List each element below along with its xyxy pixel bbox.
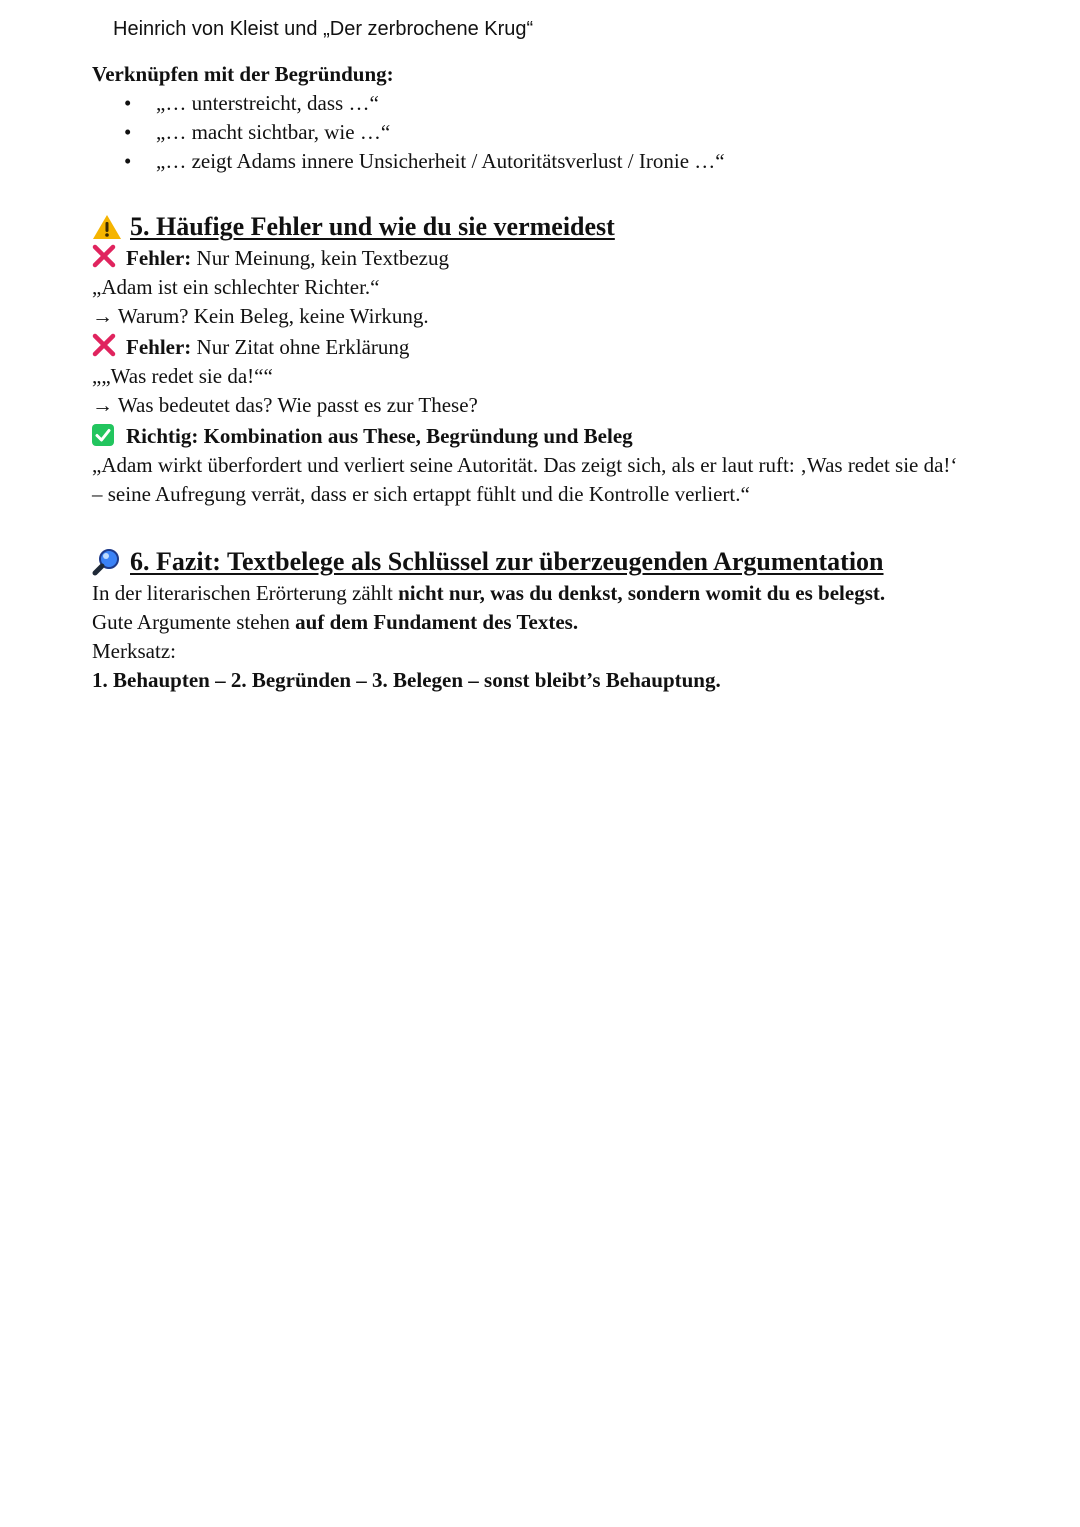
merksatz: 1. Behaupten – 2. Begründen – 3. Belegen – sonst bleibt’s Behauptung. [92,668,721,692]
section-6-title: 6. Fazit: Textbelege als Schlüssel zur überzeugenden Argumentation [130,547,884,576]
error-1-line [92,244,1012,273]
cross-icon [92,244,116,268]
conclusion-emphasis: auf dem Fundament des Textes. [295,610,579,634]
error-1-example: „Adam ist ein schlechter Richter.“ [92,275,380,299]
warning-icon [92,214,122,240]
conclusion-paragraph-2 [92,608,1012,637]
error-1-text: Nur Meinung, kein Textbezug [191,246,449,270]
list-item: • „… macht sichtbar, wie …“ [92,118,1012,147]
list-item: • „… unterstreicht, dass …“ [92,89,1012,118]
correct-line [92,422,1012,451]
connect-title: Verknüpfen mit der Begründung: [92,62,394,86]
list-item: • „… zeigt Adams innere Unsicherheit / Autoritätsverlust / Ironie …“ [92,147,1012,176]
correct-example-1: „Adam wirkt überfordert und verliert seine Autorität. Das zeigt sich, als er laut ruft: ‚Was redet sie da!‘ [92,453,958,477]
section-5-title: 5. Häufige Fehler und wie du sie vermeidest [130,212,615,241]
cross-icon [92,333,116,357]
conclusion-paragraph-1 [92,579,1012,608]
merksatz-label: Merksatz: [92,639,176,663]
conclusion-text: Gute Argumente stehen [92,610,296,634]
error-2-label: Fehler: [126,335,192,359]
magnifier-icon [92,548,122,576]
error-1-comment: → Warum? Kein Beleg, keine Wirkung. [92,304,429,328]
conclusion-text: In der literarischen Erörterung zählt [92,581,399,605]
correct-label: Richtig: Kombination aus These, Begründung und Beleg [126,424,633,448]
document-body [92,60,1012,695]
error-2-example: „„Was redet sie da!““ [92,364,273,388]
connect-list [92,89,1012,176]
running-header: Heinrich von Kleist und „Der zerbrochene Krug“ [113,18,534,40]
error-2-comment: → Was bedeutet das? Wie passt es zur These? [92,393,478,417]
conclusion-emphasis: nicht nur, was du denkst, sondern womit du es belegst. [398,581,886,605]
check-icon [92,424,114,446]
error-2-text: Nur Zitat ohne Erklärung [191,335,410,359]
correct-example-2: – seine Aufregung verrät, dass er sich ertappt fühlt und die Kontrolle verliert.“ [92,482,750,506]
section-6-heading [92,545,1012,579]
error-2-line [92,333,1012,362]
error-1-label: Fehler: [126,246,192,270]
section-5-heading [92,210,1012,244]
